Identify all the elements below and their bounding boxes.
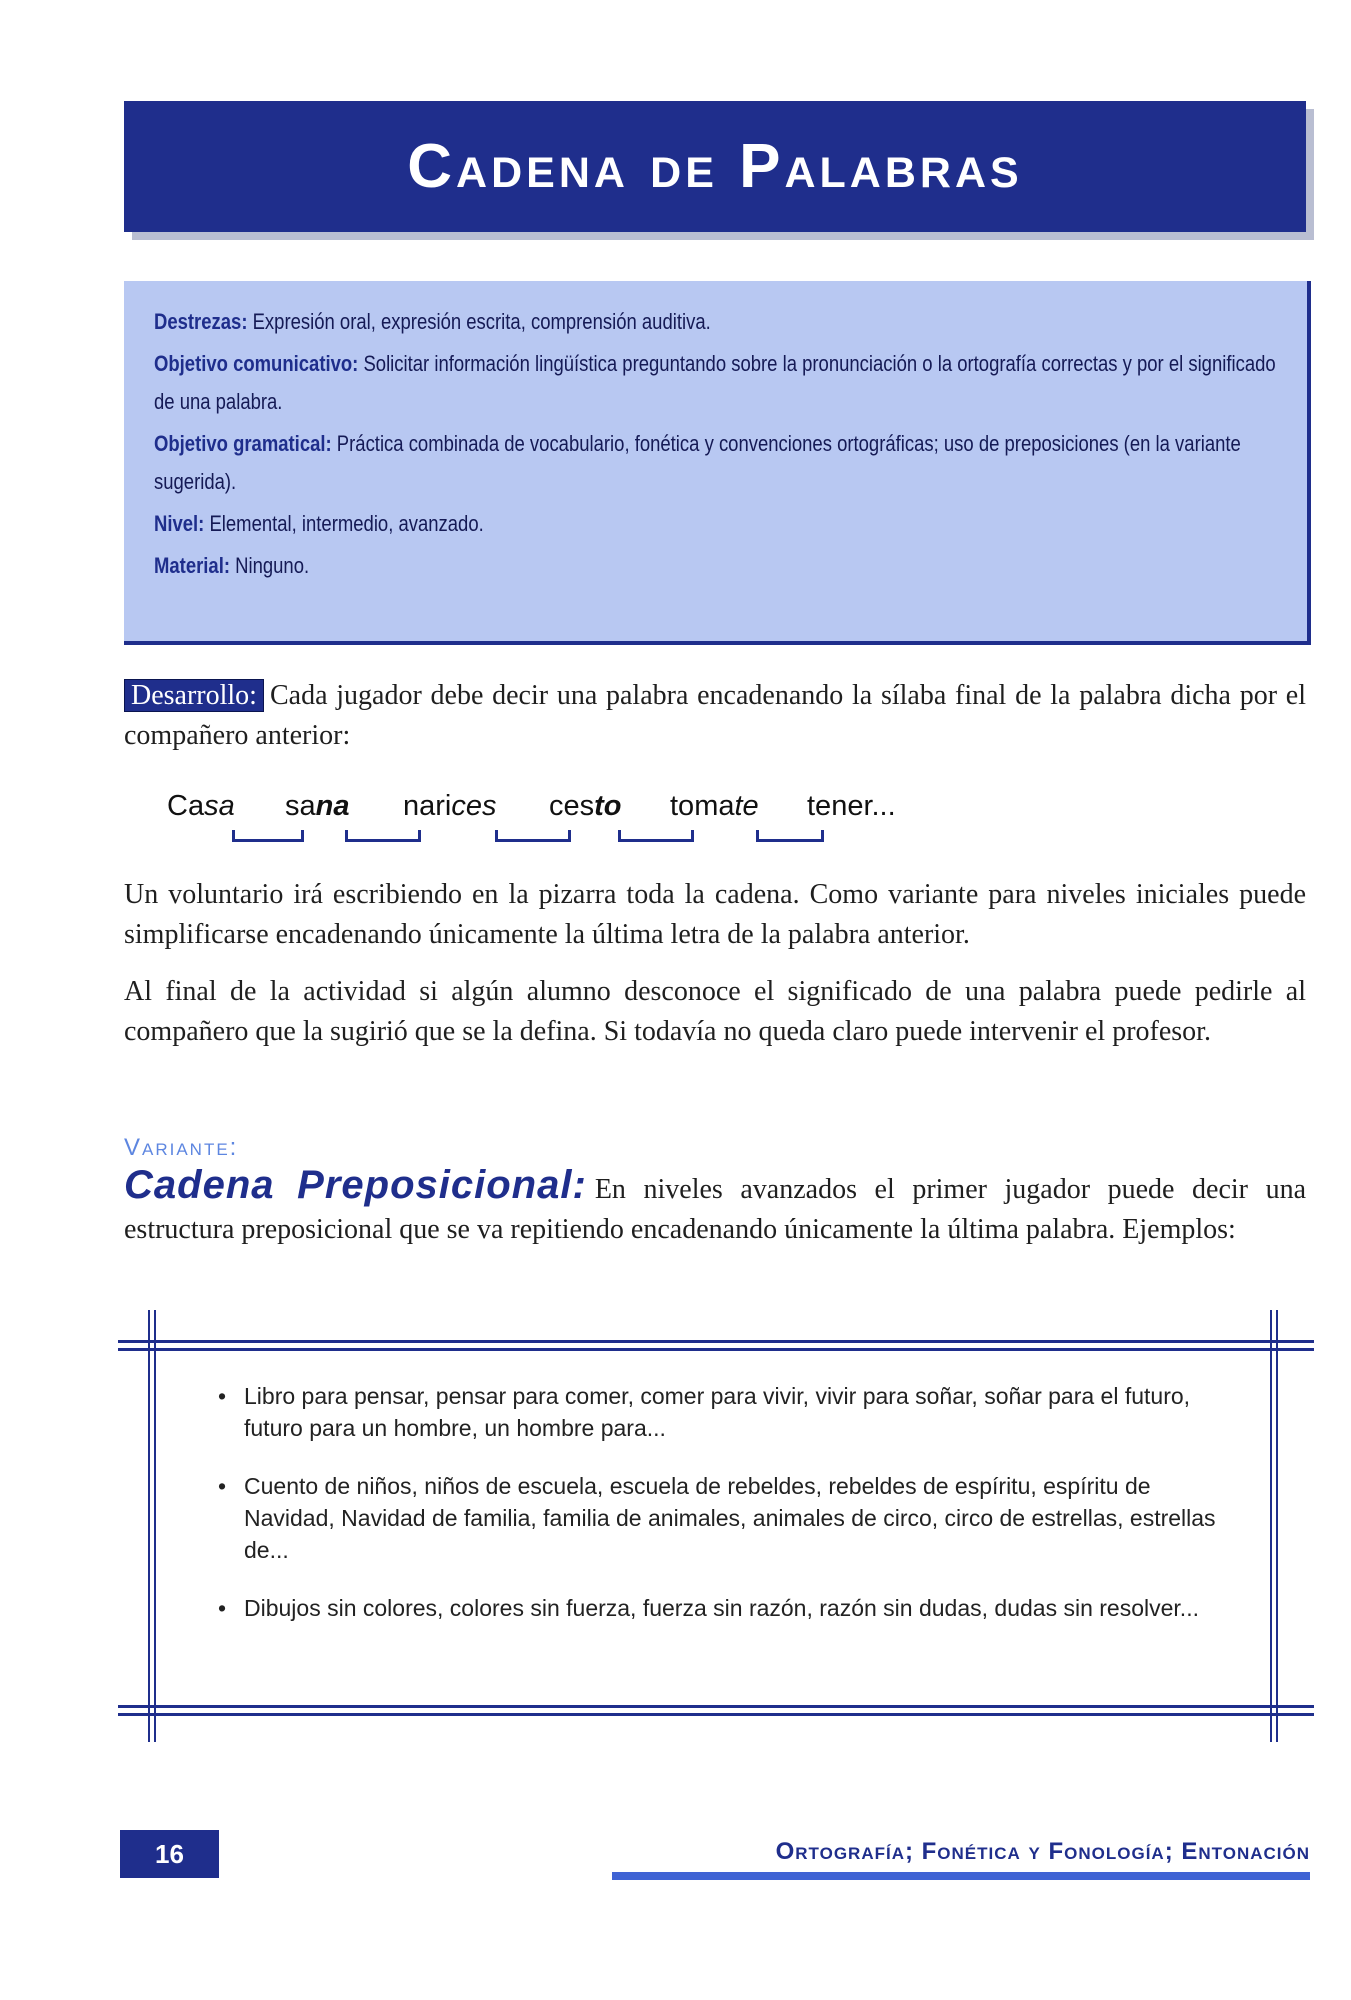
frame-bottom-line-2 — [118, 1713, 1314, 1716]
nivel-row — [154, 505, 1277, 543]
frame-left-line-1 — [148, 1310, 150, 1742]
desarrollo-paragraph — [124, 676, 1306, 756]
destrezas-label: Destrezas: — [154, 309, 248, 334]
page-title: Cadena de Palabras — [407, 132, 1023, 201]
objetivo-gramatical-value: Práctica combinada de vocabulario, fonética y convenciones ortográficas; uso de preposiciones (en la variante sugerida). — [154, 431, 1241, 494]
objetivo-gramatical-label: Objetivo gramatical: — [154, 431, 332, 456]
chain-word-cesto: cesto — [549, 790, 622, 822]
example-item: • Cuento de niños, niños de escuela, escuela de rebeldes, rebeldes de espíritu, espíritu de Navidad, Navidad de familia, familia de animales, animales de circo, circo de estrellas, estrellas de... — [218, 1470, 1223, 1566]
chain-link-4 — [618, 830, 694, 842]
word-chain-example — [167, 790, 1067, 850]
chain-link-5 — [756, 830, 824, 842]
chain-word-tener: tener... — [807, 790, 896, 822]
chain-link-3 — [495, 830, 571, 842]
variant-text: En niveles avanzados el primer jugador puede decir una estructura preposicional que se va repitiendo encadenando únicamente la última palabra. Ejemplos: — [124, 1174, 1307, 1245]
paragraph-final-actividad: Al final de la actividad si algún alumno desconoce el significado de una palabra puede pedirle al compañero que la sugirió que se la defina. Si todavía no queda claro puede intervenir el profesor. — [124, 976, 1306, 1047]
chain-word-tomate: tomate — [670, 790, 759, 822]
nivel-label: Nivel: — [154, 511, 205, 536]
page-number: 16 — [120, 1830, 219, 1878]
destrezas-row — [154, 303, 1277, 341]
variant-title: Cadena Preposicional: — [124, 1163, 587, 1207]
frame-top-line-1 — [118, 1340, 1314, 1343]
material-label: Material: — [154, 553, 231, 578]
chain-word-casa: Casa — [167, 790, 235, 822]
footer-rule — [612, 1872, 1310, 1880]
frame-left-line-2 — [154, 1310, 156, 1742]
example-item: • Dibujos sin colores, colores sin fuerza, fuerza sin razón, razón sin dudas, dudas sin resolver... — [218, 1592, 1223, 1624]
objetivo-comunicativo-label: Objetivo comunicativo: — [154, 351, 359, 376]
frame-right-line-1 — [1270, 1310, 1272, 1742]
material-row — [154, 547, 1277, 585]
chain-link-1 — [232, 830, 304, 842]
chain-word-sana: sana — [285, 790, 350, 822]
frame-right-line-2 — [1276, 1310, 1278, 1742]
activity-info-panel — [124, 281, 1311, 645]
material-value: Ninguno. — [230, 553, 310, 578]
objetivo-gramatical-row — [154, 425, 1277, 501]
chain-link-2 — [345, 830, 421, 842]
footer-section-title: Ortografía; Fonética y Fonología; Entonación — [775, 1838, 1310, 1865]
paragraph-voluntario: Un voluntario irá escribiendo en la pizarra toda la cadena. Como variante para niveles iniciales puede simplificarse encadenando únicamente la última letra de la palabra anterior. — [124, 879, 1306, 950]
example-item: • Libro para pensar, pensar para comer, comer para vivir, vivir para soñar, soñar para el futuro, futuro para un hombre, un hombre para... — [218, 1380, 1223, 1444]
nivel-value: Elemental, intermedio, avanzado. — [204, 511, 484, 536]
desarrollo-text: Cada jugador debe decir una palabra encadenando la sílaba final de la palabra dicha por el compañero anterior: — [124, 680, 1306, 751]
frame-bottom-line-1 — [118, 1705, 1314, 1708]
variant-paragraph — [124, 1165, 1306, 1250]
examples-list — [218, 1380, 1223, 1650]
objetivo-comunicativo-value: Solicitar información lingüística preguntando sobre la pronunciación o la ortografía correctas y por el significado de una palabra. — [154, 351, 1276, 414]
frame-top-line-2 — [118, 1348, 1314, 1351]
variant-label: Variante: — [124, 1134, 239, 1161]
desarrollo-tag: Desarrollo: — [124, 679, 264, 712]
objetivo-comunicativo-row — [154, 345, 1277, 421]
title-banner — [124, 101, 1306, 232]
destrezas-value: Expresión oral, expresión escrita, comprensión auditiva. — [247, 309, 711, 334]
chain-word-narices: narices — [403, 790, 497, 822]
